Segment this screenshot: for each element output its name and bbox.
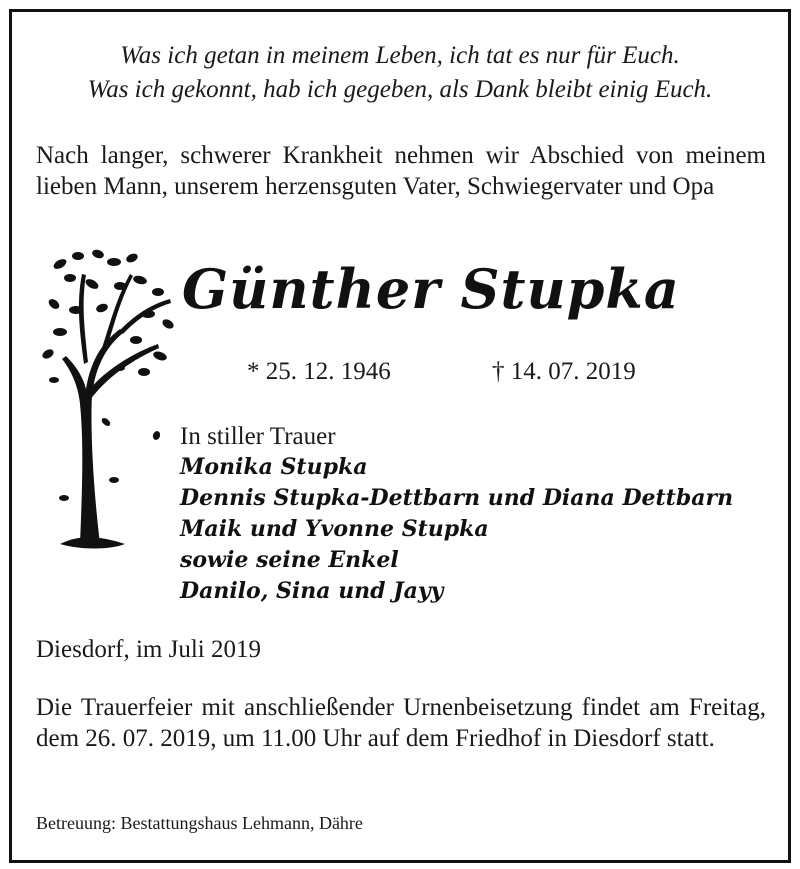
mourner-name: Dennis Stupka-Dettbarn und Diana Dettbarn	[180, 485, 734, 511]
funeral-notice: Die Trauerfeier mit anschließender Urnenbeisetzung findet am Freitag, dem 26. 07. 2019, um 11.00 Uhr auf dem Friedhof in Diesdorf statt.	[36, 694, 766, 752]
death-date: † 14. 07. 2019	[492, 358, 636, 385]
place-date: Diesdorf, im Juli 2019	[36, 636, 261, 663]
mourner-name: Danilo, Sina und Jayy	[180, 578, 444, 604]
mourner-name: Maik und Yvonne Stupka	[180, 516, 489, 542]
birth-date: * 25. 12. 1946	[247, 358, 391, 385]
motto-line-2: Was ich gekonnt, hab ich gegeben, als Dank bleibt einig Euch.	[87, 76, 713, 103]
motto-line-1: Was ich getan in meinem Leben, ich tat es nur für Euch.	[120, 42, 680, 69]
mourning-heading: In stiller Trauer	[180, 423, 336, 450]
intro-text: Nach langer, schwerer Krankheit nehmen wir Abschied von meinem lieben Mann, unserem herzensguten Vater, Schwiegervater und Opa	[36, 142, 766, 200]
footer-credit: Betreuung: Bestattungshaus Lehmann, Dähre	[36, 813, 363, 833]
mourner-name: Monika Stupka	[180, 454, 368, 480]
deceased-name: Günther Stupka	[182, 257, 680, 321]
tree-icon	[40, 244, 180, 554]
obituary-frame	[9, 9, 791, 863]
mourners-block	[180, 422, 733, 607]
mourner-name: sowie seine Enkel	[180, 547, 399, 573]
